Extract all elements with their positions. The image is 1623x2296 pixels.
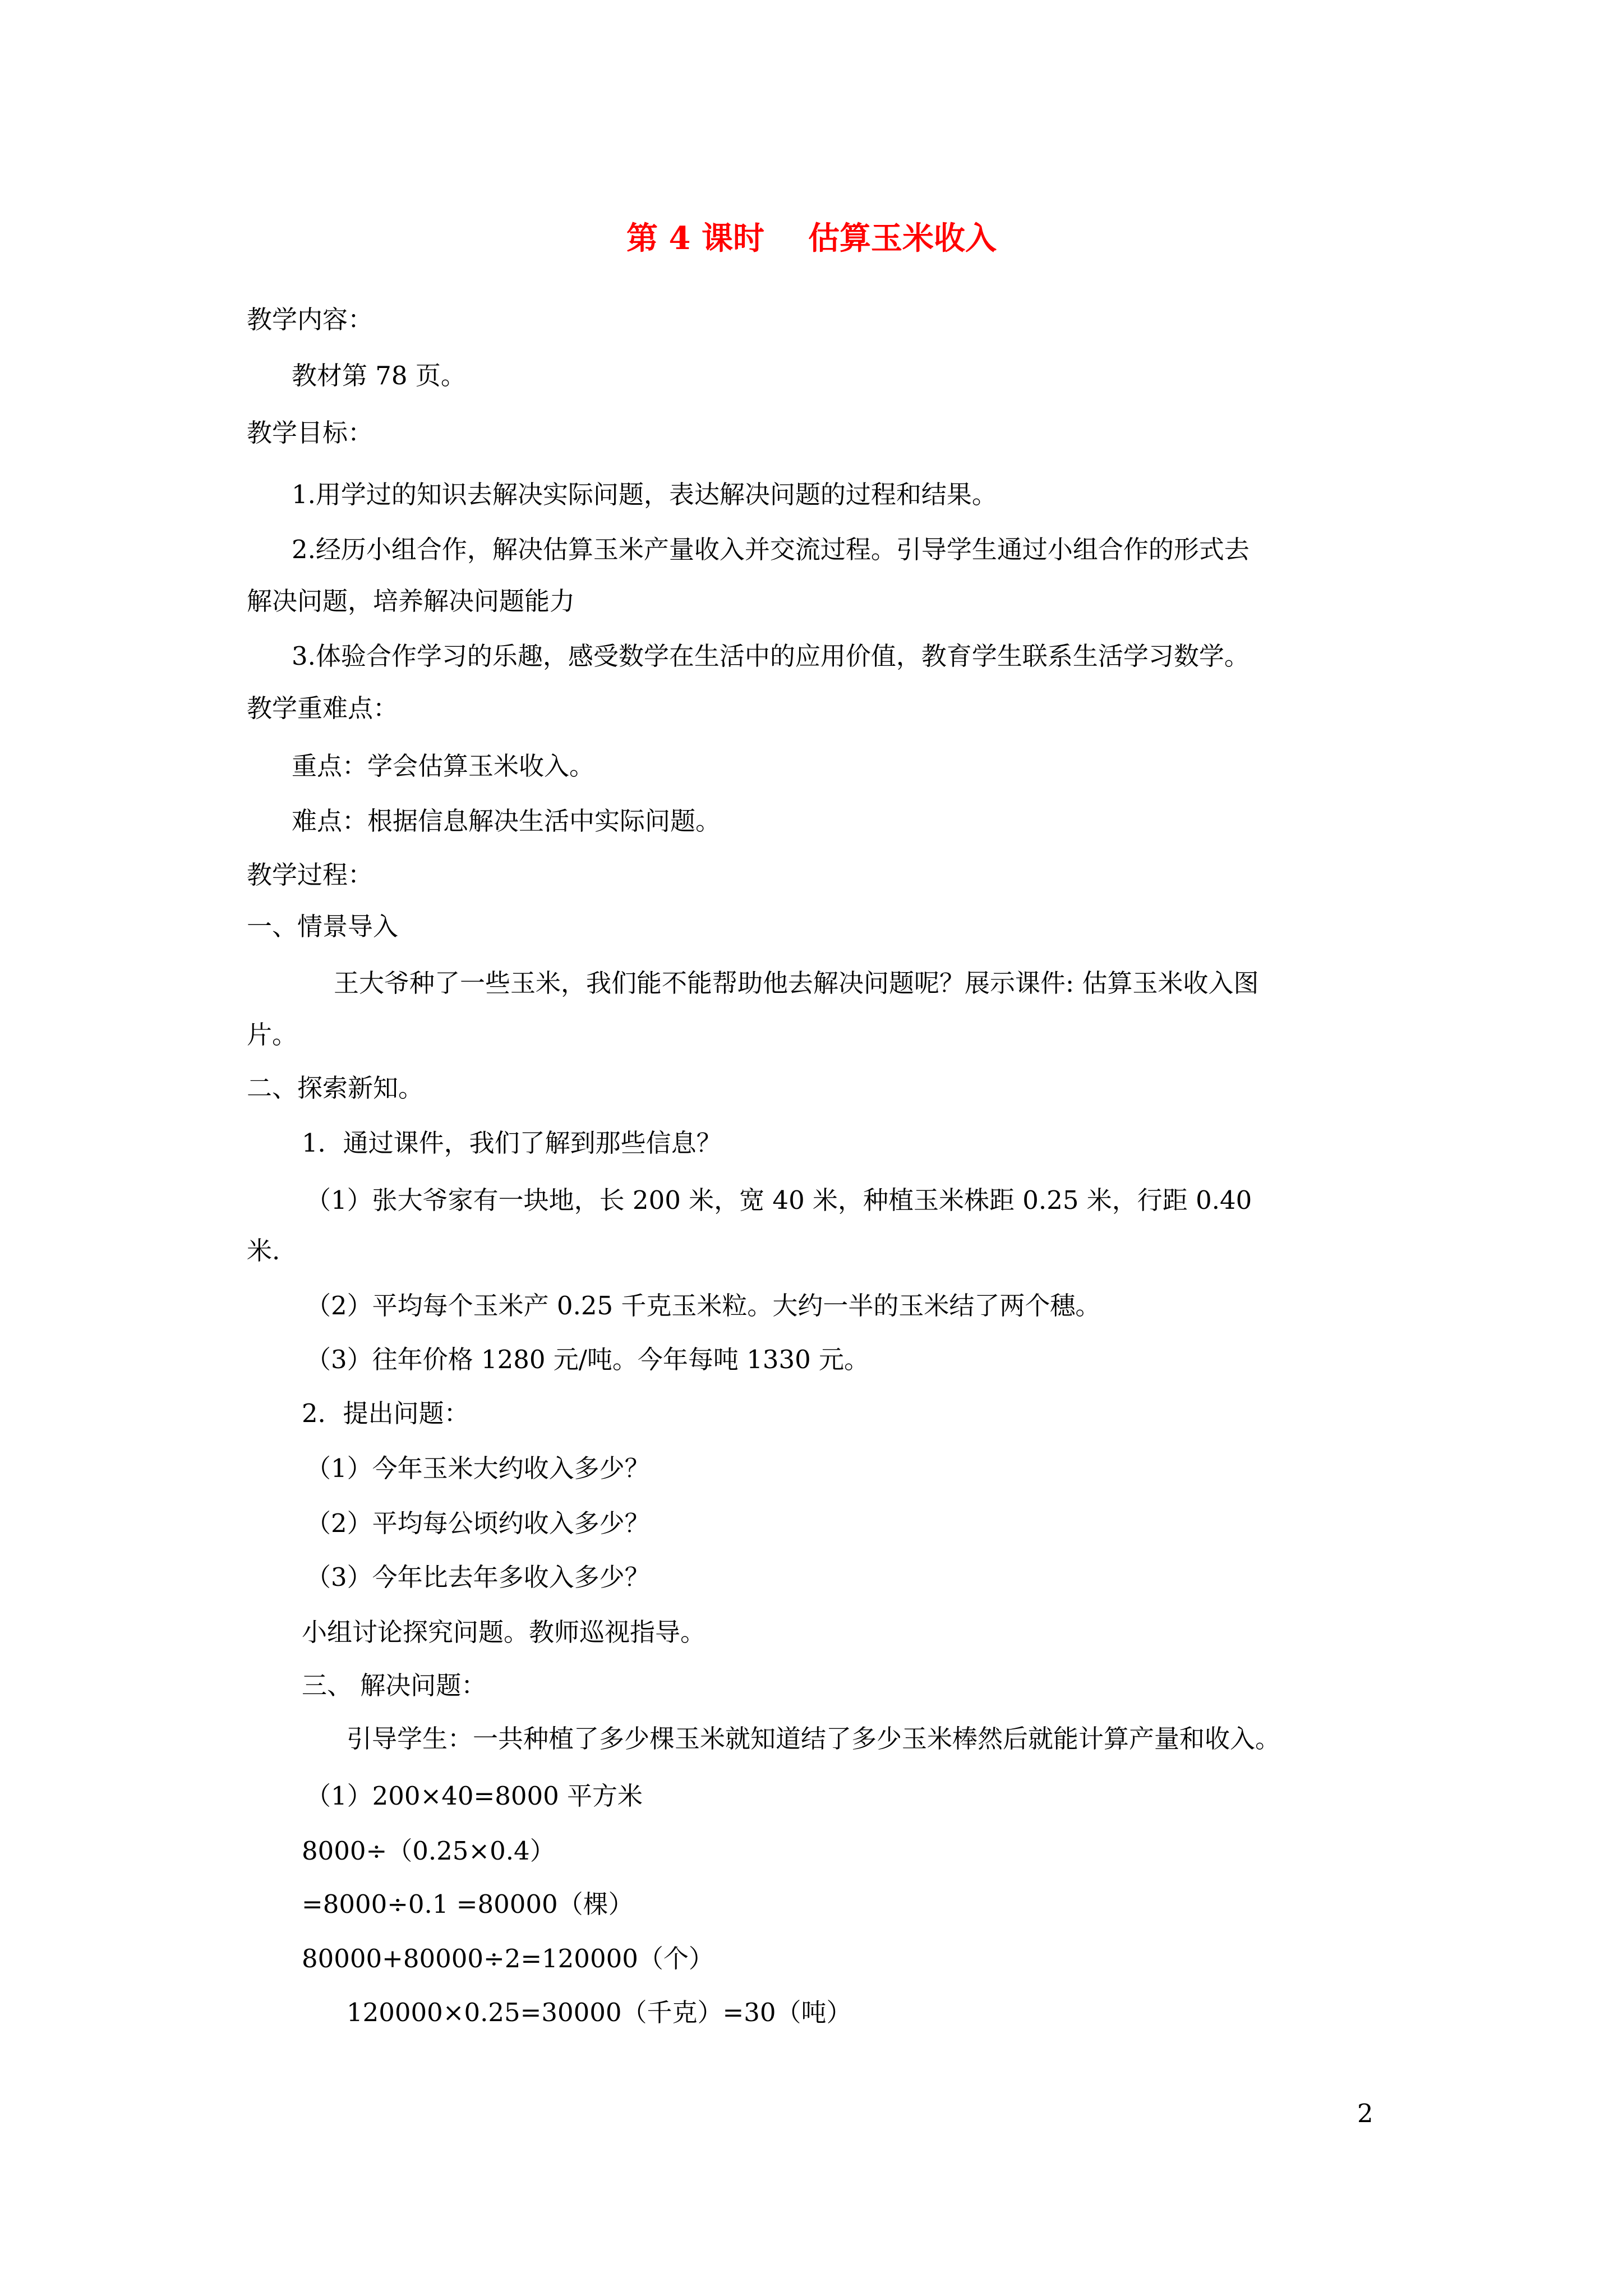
goal-item-1: 1.用学过的知识去解决实际问题，表达解决问题的过程和结果。 bbox=[292, 480, 997, 509]
calculation-line-3: =8000÷0.1 =80000（棵） bbox=[302, 1889, 634, 1919]
question-item-1: （1）今年玉米大约收入多少？ bbox=[306, 1453, 650, 1483]
heading-key-difficulties: 教学重难点： bbox=[247, 693, 399, 723]
calculation-line-2: 8000÷（0.25×0.4） bbox=[302, 1836, 555, 1866]
heading-teaching-goals: 教学目标： bbox=[247, 418, 374, 448]
section-1-paragraph-continued: 片。 bbox=[247, 1020, 298, 1050]
section-1-paragraph: 王大爷种了一些玉米，我们能不能帮助他去解决问题呢？展示课件: 估算玉米收入图 bbox=[334, 968, 1259, 998]
section-2-heading: 二、探索新知。 bbox=[247, 1073, 424, 1103]
question-item-3: （3）今年比去年多收入多少？ bbox=[306, 1562, 650, 1592]
heading-raise-questions: 2．提出问题： bbox=[302, 1398, 469, 1428]
section-1-heading: 一、情景导入 bbox=[247, 912, 399, 941]
info-item-3: （3）往年价格 1280 元/吨。今年每吨 1330 元。 bbox=[306, 1345, 870, 1374]
question-item-2: （2）平均每公顷约收入多少？ bbox=[306, 1508, 650, 1538]
info-item-2: （2）平均每个玉米产 0.25 千克玉米粒。大约一半的玉米结了两个穗。 bbox=[306, 1291, 1101, 1320]
calculation-line-4: 80000+80000÷2=120000（个） bbox=[302, 1944, 714, 1973]
info-item-1-continued: 米. bbox=[247, 1236, 280, 1266]
lesson-title: 第 4 课时 估算玉米收入 bbox=[626, 220, 997, 257]
text-guide-students: 引导学生：一共种植了多少棵玉米就知道结了多少玉米棒然后就能计算产量和收入。 bbox=[347, 1724, 1281, 1754]
section-3-heading: 三、 解决问题： bbox=[302, 1671, 487, 1700]
page-number: 2 bbox=[1357, 2099, 1373, 2128]
goal-item-2: 2.经历小组合作，解决估算玉米产量收入并交流过程。引导学生通过小组合作的形式去 bbox=[292, 535, 1249, 564]
text-textbook-page: 教材第 78 页。 bbox=[292, 361, 466, 390]
heading-teaching-content: 教学内容： bbox=[247, 305, 374, 334]
info-item-1: （1）张大爷家有一块地，长 200 米，宽 40 米，种植玉米株距 0.25 米，行距 0.40 bbox=[306, 1185, 1252, 1215]
calculation-line-1: （1）200×40=8000 平方米 bbox=[306, 1781, 643, 1811]
question-info: 1．通过课件，我们了解到那些信息？ bbox=[302, 1128, 722, 1158]
goal-item-3: 3.体验合作学习的乐趣，感受数学在生活中的应用价值，教育学生联系生活学习数学。 bbox=[292, 641, 1249, 671]
goal-item-2-continued: 解决问题，培养解决问题能力 bbox=[247, 586, 575, 616]
heading-teaching-process: 教学过程： bbox=[247, 860, 374, 890]
text-difficult-point: 难点：根据信息解决生活中实际问题。 bbox=[292, 806, 721, 836]
text-key-point: 重点：学会估算玉米收入。 bbox=[292, 751, 595, 781]
calculation-line-5: 120000×0.25=30000（千克）=30（吨） bbox=[347, 1998, 852, 2027]
text-group-discussion: 小组讨论探究问题。教师巡视指导。 bbox=[302, 1617, 706, 1647]
